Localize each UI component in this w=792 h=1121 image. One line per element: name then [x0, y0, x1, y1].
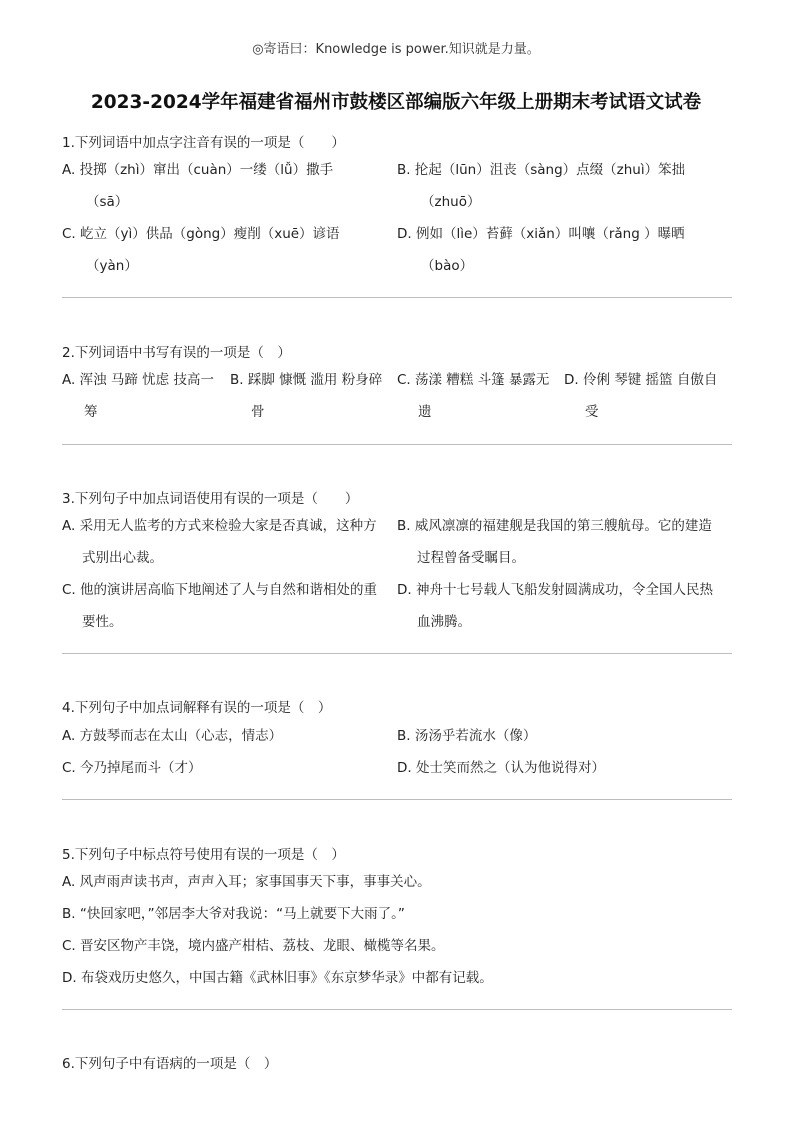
- question-4-option-c: C. 今乃掉尾而斗（才）: [62, 760, 202, 776]
- question-2-option-b: B. 踩脚 慷慨 滥用 粉身碎: [230, 372, 383, 388]
- question-5-option-b: B. “快回家吧，”邻居李大爷对我说：“马上就要下大雨了。”: [62, 906, 405, 922]
- question-1-option-b: B. 抡起（lūn）沮丧（sàng）点缀（zhuì）笨拙: [397, 162, 686, 178]
- question-4-option-b: B. 汤汤乎若流水（像）: [397, 728, 537, 744]
- question-3-option-b: B. 威风凛凛的福建舰是我国的第三艘航母。它的建造: [397, 518, 712, 534]
- question-1-option-a-cont: （sā）: [86, 194, 129, 210]
- question-4-option-a: A. 方鼓琴而志在太山（心志，情志）: [62, 728, 283, 744]
- divider: [62, 799, 732, 800]
- question-2-option-a: A. 浑浊 马蹄 忧虑 技高一: [62, 372, 214, 388]
- question-1-option-a: A. 投掷（zhì）窜出（cuàn）一缕（lǚ）撒手: [62, 162, 334, 178]
- divider: [62, 297, 732, 298]
- question-2-option-d-cont: 受: [585, 404, 599, 420]
- question-2-option-d: D. 伶俐 琴键 摇篮 自傲自: [564, 372, 718, 388]
- question-1-option-b-cont: （zhuō）: [421, 194, 481, 210]
- question-3-option-b-cont: 过程曾备受瞩目。: [417, 550, 525, 566]
- question-2-option-a-cont: 筹: [84, 404, 98, 420]
- question-5-option-d: D. 布袋戏历史悠久，中国古籍《武林旧事》《东京梦华录》中都有记载。: [62, 970, 493, 986]
- question-3-option-c-cont: 要性。: [82, 614, 123, 630]
- page-title: 2023-2024学年福建省福州市鼓楼区部编版六年级上册期末考试语文试卷: [90, 92, 702, 113]
- question-1-option-d: D. 例如（lìe）苔藓（xiǎn）叫嚷（rǎng ）曝晒: [397, 226, 685, 242]
- question-4-stem: 4.下列句子中加点词解释有误的一项是（ ）: [62, 700, 332, 716]
- question-1-option-c-cont: （yàn）: [86, 258, 138, 274]
- question-3-option-c: C. 他的演讲居高临下地阐述了人与自然和谐相处的重: [62, 582, 378, 598]
- question-1-option-d-cont: （bào）: [421, 258, 474, 274]
- question-2-option-c: C. 荡漾 糟糕 斗篷 暴露无: [397, 372, 550, 388]
- question-2-option-c-cont: 遗: [418, 404, 432, 420]
- question-3-option-a: A. 采用无人监考的方式来检验大家是否真诚，这种方: [62, 518, 377, 534]
- question-2-option-b-cont: 骨: [251, 404, 265, 420]
- divider: [62, 444, 732, 445]
- question-5-option-c: C. 晋安区物产丰饶，境内盛产柑桔、荔枝、龙眼、橄榄等名果。: [62, 938, 445, 954]
- question-1-stem: 1.下列词语中加点字注音有误的一项是（ ）: [62, 135, 345, 151]
- question-2-stem: 2.下列词语中书写有误的一项是（ ）: [62, 345, 291, 361]
- question-5-stem: 5.下列句子中标点符号使用有误的一项是（ ）: [62, 847, 345, 863]
- motto: ◎寄语曰：Knowledge is power.知识就是力量。: [252, 42, 540, 57]
- question-5-option-a: A. 风声雨声读书声，声声入耳；家事国事天下事，事事关心。: [62, 874, 431, 890]
- question-3-option-d-cont: 血沸腾。: [417, 614, 471, 630]
- question-6-stem: 6.下列句子中有语病的一项是（ ）: [62, 1056, 278, 1072]
- question-3-option-a-cont: 式别出心裁。: [82, 550, 163, 566]
- divider: [62, 1009, 732, 1010]
- question-4-option-d: D. 处士笑而然之（认为他说得对）: [397, 760, 605, 776]
- question-1-option-c: C. 屹立（yì）供品（gòng）瘦削（xuē）谚语: [62, 226, 340, 242]
- question-3-option-d: D. 神舟十七号载人飞船发射圆满成功，令全国人民热: [397, 582, 713, 598]
- divider: [62, 653, 732, 654]
- question-3-stem: 3.下列句子中加点词语使用有误的一项是（ ）: [62, 491, 359, 507]
